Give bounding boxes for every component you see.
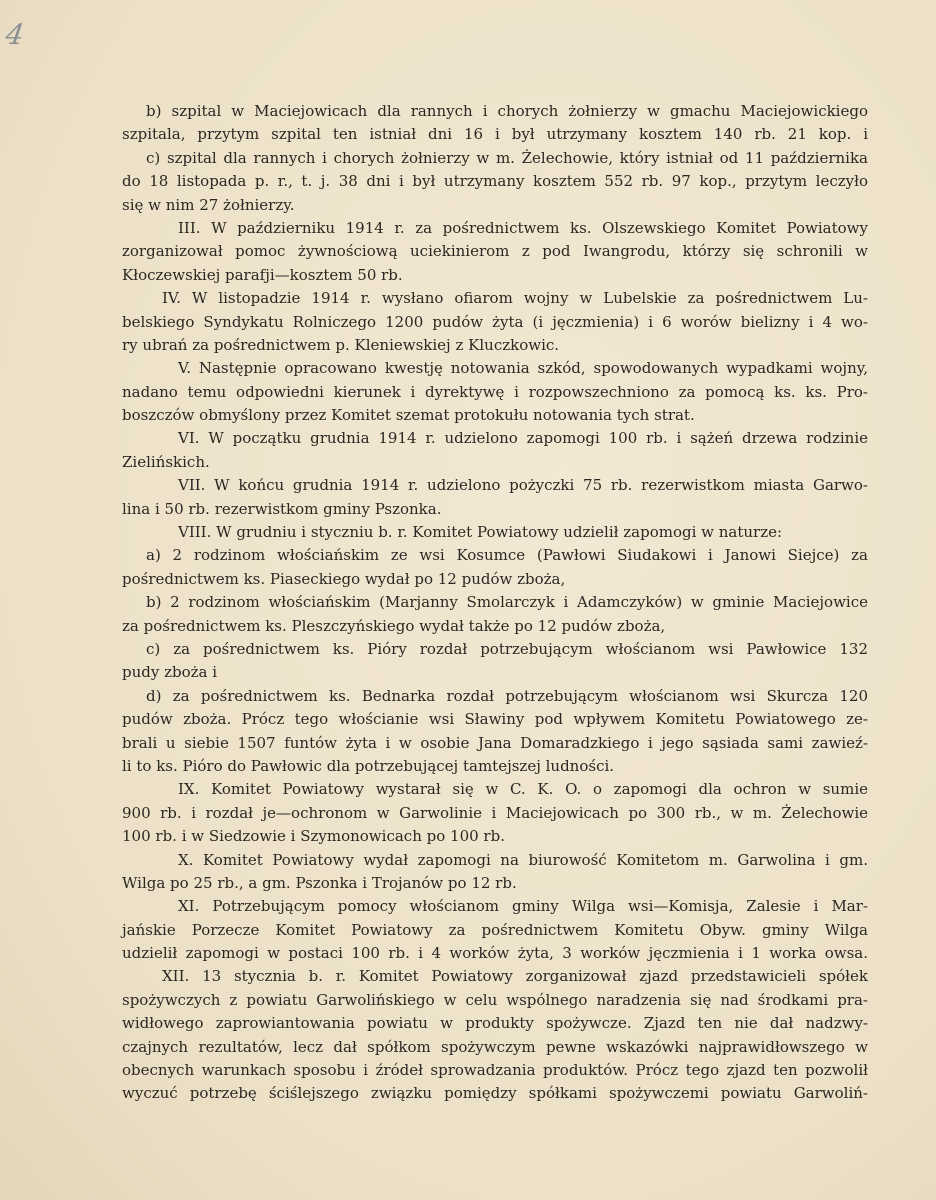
text-line: IV. W listopadzie 1914 r. wysłano ofiarom wojny w Lubelskie za pośrednictwem Lu-	[162, 289, 868, 308]
text-line: udzielił zapomogi w postaci 100 rb. i 4 worków żyta, 3 worków jęczmienia i 1 worka owsa.	[122, 944, 868, 963]
text-line: VII. W końcu grudnia 1914 r. udzielono pożyczki 75 rb. rezerwistkom miasta Garwo-	[178, 476, 868, 495]
text-line: zorganizował pomoc żywnościową uciekinierom z pod Iwangrodu, którzy się schronili w	[122, 242, 868, 261]
text-line: IX. Komitet Powiatowy wystarał się w C. K. O. o zapomogi dla ochron w sumie	[178, 780, 868, 799]
text-line: 900 rb. i rozdał je—ochronom w Garwolinie i Maciejowicach po 300 rb., w m. Żelechowie	[122, 803, 868, 822]
text-line: V. Następnie opracowano kwestję notowania szkód, spowodowanych wypadkami wojny,	[178, 359, 868, 378]
text-line: c) za pośrednictwem ks. Pióry rozdał potrzebującym włościanom wsi Pawłowice 132	[146, 639, 868, 658]
text-line: nadano temu odpowiedni kierunek i dyrektywę i rozpowszechniono za pomocą ks. ks. Pro-	[122, 382, 868, 401]
text-line: XII. 13 stycznia b. r. Komitet Powiatowy zorganizował zjazd przedstawicieli spółek	[162, 967, 868, 986]
text-line: wyczuć potrzebę ściślejszego związku pomiędzy spółkami spożywczemi powiatu Garwoliń-	[122, 1084, 868, 1103]
text-line: Zielińskich.	[122, 452, 210, 471]
document-body	[122, 100, 868, 1106]
page-number-handwritten: 4	[3, 18, 27, 51]
text-line: pudy zboża i	[122, 663, 218, 682]
text-line: X. Komitet Powiatowy wydał zapomogi na biurowość Komitetom m. Garwolina i gm.	[178, 850, 868, 869]
text-line: się w nim 27 żołnierzy.	[122, 195, 295, 214]
text-line: pudów zboża. Prócz tego włościanie wsi Sławiny pod wpływem Komitetu Powiatowego ze-	[122, 710, 868, 729]
text-line: Kłoczewskiej parafji—kosztem 50 rb.	[122, 265, 403, 284]
text-line: c) szpital dla rannych i chorych żołnierzy w m. Żelechowie, który istniał od 11 października	[146, 148, 868, 167]
text-line: belskiego Syndykatu Rolniczego 1200 pudów żyta (i jęczmienia) i 6 worów bielizny i 4 wo-	[122, 312, 868, 331]
text-line: a) 2 rodzinom włościańskim ze wsi Kosumce (Pawłowi Siudakowi i Janowi Siejce) za	[146, 546, 868, 565]
text-line: 100 rb. i w Siedzowie i Szymonowicach po 100 rb.	[122, 827, 505, 846]
text-line: pośrednictwem ks. Piaseckiego wydał po 12 pudów zboża,	[122, 569, 566, 588]
text-line: lina i 50 rb. rezerwistkom gminy Pszonka.	[122, 499, 442, 518]
text-line: czajnych rezultatów, lecz dał spółkom spożywczym pewne wskazówki najprawidłowszego w	[122, 1037, 868, 1056]
text-line: brali u siebie 1507 funtów żyta i w osobie Jana Domaradzkiego i jego sąsiada sami zawieź-	[122, 733, 868, 752]
text-line: ry ubrań za pośrednictwem p. Kleniewskiej z Kluczkowic.	[122, 335, 560, 354]
text-line: szpitala, przytym szpital ten istniał dni 16 i był utrzymany kosztem 140 rb. 21 kop. i	[122, 125, 868, 144]
text-line: obecnych warunkach sposobu i źródeł sprowadzania produktów. Prócz tego zjazd ten pozwolił	[122, 1061, 868, 1080]
text-line: widłowego zaprowiantowania powiatu w produkty spożywcze. Zjazd ten nie dał nadzwy-	[122, 1014, 868, 1033]
text-line: b) szpital w Maciejowicach dla rannych i chorych żołnierzy w gmachu Maciejowickiego	[146, 102, 868, 120]
text-line: do 18 listopada p. r., t. j. 38 dni i był utrzymany kosztem 552 rb. 97 kop., przytym leczyło	[122, 172, 868, 191]
text-line: li to ks. Pióro do Pawłowic dla potrzebującej tamtejszej ludności.	[122, 756, 615, 775]
text-line: boszczów obmyślony przez Komitet szemat protokułu notowania tych strat.	[122, 406, 695, 425]
text-line: d) za pośrednictwem ks. Bednarka rozdał potrzebującym włościanom wsi Skurcza 120	[146, 686, 868, 705]
text-line: za pośrednictwem ks. Pleszczyńskiego wydał także po 12 pudów zboża,	[122, 616, 666, 635]
text-line: jańskie Porzecze Komitet Powiatowy za pośrednictwem Komitetu Obyw. gminy Wilga	[122, 920, 868, 939]
text-line: VIII. W grudniu i styczniu b. r. Komitet Powiatowy udzielił zapomogi w naturze:	[178, 523, 783, 542]
text-line: Wilga po 25 rb., a gm. Pszonka i Trojanów po 12 rb.	[122, 873, 517, 892]
text-line: III. W październiku 1914 r. za pośrednictwem ks. Olszewskiego Komitet Powiatowy	[178, 218, 868, 237]
text-line: VI. W początku grudnia 1914 r. udzielono zapomogi 100 rb. i sążeń drzewa rodzinie	[178, 429, 868, 448]
text-line: b) 2 rodzinom włościańskim (Marjanny Smolarczyk i Adamczyków) w gminie Maciejowice	[146, 593, 868, 612]
text-line: XI. Potrzebującym pomocy włościanom gminy Wilga wsi—Komisja, Zalesie i Mar-	[178, 897, 868, 916]
text-line: spożywczych z powiatu Garwolińskiego w celu wspólnego naradzenia się nad środkami pra-	[122, 990, 868, 1009]
